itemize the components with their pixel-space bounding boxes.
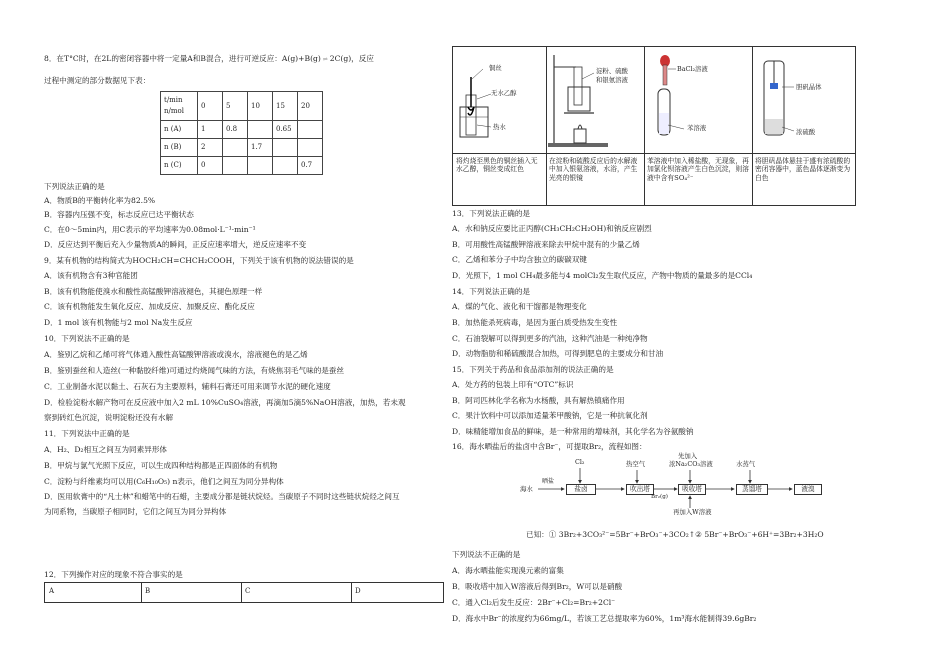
q9-option-a: A．该有机物含有3种官能团 [44, 271, 138, 280]
apparatus-a-drawing [453, 47, 546, 153]
q16-option-d: D．海水中Br⁻的浓度约为66mg/L，若该工艺总提取率为60%，1m³海水能制得39.6gBr₂ [452, 614, 757, 623]
q15-option-b: B．阿司匹林化学名称为水杨酸，具有解热镇痛作用 [452, 396, 625, 405]
label-cu-wire: 铜丝 [489, 64, 502, 72]
apparatus-c-drawing [644, 47, 752, 153]
q14-option-d: D．动物脂肪和稀硫酸混合加热，可得到肥皂的主要成分和甘油 [452, 349, 664, 358]
apparatus-b-drawing [546, 47, 644, 153]
flow-distill-box: 蒸馏塔 [736, 484, 768, 495]
flow-then-add: 再加入W溶液 [673, 508, 712, 516]
value-cell [273, 139, 298, 157]
q13-option-b: B．可用酸性高锰酸钾溶液来除去甲烷中混有的少量乙烯 [452, 240, 640, 249]
flow-first-add: 先加入 [678, 452, 698, 460]
q11-title: 11．下列说法中正确的是 [44, 429, 130, 438]
flow-evap: 晒盐 [542, 478, 555, 485]
q10-option-d-cont: 察到砖红色沉淀，说明淀粉还没有水解 [44, 413, 174, 422]
q15-option-d: D．味精能增加食品的鲜味，是一种常用的增味剂，其化学名为谷氨酸钠 [452, 427, 694, 436]
label-starch: 淀粉、硫酸 [596, 67, 628, 75]
q12-title: 12．下列操作对应的现象不符合事实的是 [44, 570, 183, 579]
q9-title: 9．某有机物的结构简式为HOCH₂CH=CHCH₂COOH，下列关于该有机物的说法错误的是 [44, 256, 354, 265]
value-cell: 0 [198, 157, 223, 175]
q8-data-table [160, 91, 323, 175]
q8-line: 下列说法正确的是 [44, 182, 105, 191]
q15-option-a: A．处方药的包装上印有“OTC”标识 [452, 380, 574, 389]
value-cell: 1 [198, 121, 223, 139]
label-benzene: 苯溶液 [687, 124, 707, 132]
value-cell: 0.7 [298, 157, 323, 175]
label-conc-h2so4: 浓硫酸 [796, 128, 816, 136]
q12-experiment-table [452, 46, 856, 206]
q8-option-a: A．物质B的平衡转化率为82.5% [44, 196, 156, 205]
time-cell: 15 [273, 92, 298, 121]
time-cell: 0 [198, 92, 223, 121]
q13-option-c: C．乙烯和苯分子中均含独立的碳碳双键 [452, 255, 587, 264]
flow-absorb-box: 吸收塔 [678, 484, 706, 495]
q11-option-d: D．医用软膏中的“凡士林”和蜡笔中的石蜡，主要成分都是链状烷烃。当碳原子不同时这些链状烷烃之间互 [44, 492, 400, 501]
flow-cl2: Cl₂ [575, 458, 585, 466]
q13-option-a: A．水和钠反应要比正丙醇(CH₃CH₂CH₂OH)和钠反应剧烈 [452, 224, 652, 233]
q8-subtitle: 过程中测定的部分数据见下表： [44, 76, 151, 85]
caption-d: 将胆矾晶体悬挂于盛有浓硫酸的密闭容器中，蓝色晶体逐渐变为白色 [755, 157, 851, 182]
q8-title: 8．在T°C时，在2L的密闭容器中将一定量A和B混合，进行可逆反应：A(g)+B(g) ⇌ 2C(g)，反应 [44, 54, 374, 63]
label-silver-ammonia: 和银氨溶液 [596, 76, 628, 84]
q10-option-a: A．鉴别乙烷和乙烯可将气体通入酸性高锰酸钾溶液或溴水，溶液褪色的是乙烯 [44, 350, 308, 359]
option-a-cell: A [49, 587, 55, 595]
bromine-flow-chart [520, 452, 840, 526]
value-cell [298, 121, 323, 139]
flow-liquid-br-box: 液溴 [794, 484, 822, 495]
value-cell: 1.7 [248, 139, 273, 157]
flow-blowout-box: 吹出塔 [626, 484, 654, 495]
q13-title: 13．下列说法正确的是 [452, 209, 531, 218]
flow-hot-air: 热空气 [626, 460, 646, 468]
time-cell: 5 [223, 92, 248, 121]
value-cell [273, 157, 298, 175]
caption-b: 在淀粉和硫酸反应后的水解液中加入银氨溶液，水浴，产生光亮的银镜 [549, 157, 638, 182]
q16-option-b: B．吸收塔中加入W溶液后得到Br₂，W可以是硝酸 [452, 582, 623, 591]
value-cell [223, 139, 248, 157]
flow-br2: Br₂(g) [651, 494, 668, 500]
label-bacl2: BaCl₂溶液 [677, 65, 708, 73]
flow-brine-box: 盐卤 [566, 484, 596, 495]
q15-title: 15．下列关于药品和食品添加剂的说法正确的是 [452, 365, 614, 374]
apparatus-d-drawing [752, 47, 855, 153]
q10-option-d: D．检验淀粉水解产物可在反应液中加入2 mL 10%CuSO₄溶液，再滴加5滴5%NaOH溶液，加热，若未观 [44, 398, 406, 407]
option-d-cell: D [355, 587, 361, 595]
value-cell: 0.8 [223, 121, 248, 139]
row-label: n (A) [161, 121, 198, 139]
q14-option-c: C．石油裂解可以得到更多的汽油，这种汽油是一种纯净物 [452, 334, 648, 343]
q11-option-a: A．H₂、D₂相互之间互为同素异形体 [44, 445, 168, 454]
q11-option-d-cont: 为同系物，当碳原子相同时，它们之间互为同分异构体 [44, 507, 227, 516]
value-cell: 2 [198, 139, 223, 157]
table-header-cell: t/min n/mol [161, 92, 198, 121]
time-cell: 10 [248, 92, 273, 121]
q8-option-d: D．反应达到平衡后充入少量物质A的瞬间，正反应速率增大，逆反应速率不变 [44, 240, 307, 249]
label-hot-water: 热水 [493, 123, 506, 131]
q16-stem: 下列说法不正确的是 [452, 550, 521, 559]
q16-title: 16．海水晒盐后的盐卤中含Br⁻，可提取Br₂，流程如图： [452, 442, 647, 451]
value-cell [298, 139, 323, 157]
q12-option-table [44, 582, 444, 603]
q14-option-a: A．煤的气化、液化和干馏都是物理变化 [452, 302, 587, 311]
row-label: n (C) [161, 157, 198, 175]
label-ethanol: 无水乙醇 [491, 89, 517, 97]
q16-known-reactions: 已知：① 3Br₂+3CO₃²⁻=5Br⁻+BrO₃⁻+3CO₂↑② 5Br⁻+BrO₃⁻+6H⁺=3Br₂+3H₂O [526, 530, 824, 539]
value-cell [223, 157, 248, 175]
q10-option-b: B．鉴别蚕丝和人造丝(一种黏胶纤维)可通过灼烧闻气味的方法，有烧焦羽毛气味的是蚕丝 [44, 366, 345, 375]
value-cell: 0.65 [273, 121, 298, 139]
q10-title: 10．下列说法不正确的是 [44, 334, 130, 343]
time-cell: 20 [298, 92, 323, 121]
q11-option-c: C．淀粉与纤维素均可以用(C₆H₁₀O₅) n表示，他们之间互为同分异构体 [44, 477, 284, 486]
flow-seawater: 海水 [520, 485, 533, 493]
caption-a: 将灼烧至黑色的铜丝插入无水乙醇，铜丝变成红色 [456, 157, 538, 174]
q11-option-b: B．甲烷与氯气光照下反应，可以生成四种结构都是正四面体的有机物 [44, 461, 278, 470]
q10-option-c: C．工业制备水泥以黏土、石灰石为主要原料，辅料石膏还可用来调节水泥的硬化速度 [44, 382, 331, 391]
flow-steam: 水蒸气 [736, 460, 756, 468]
q16-option-c: C．通入Cl₂后发生反应：2Br⁻+Cl₂=Br₂+2Cl⁻ [452, 598, 616, 607]
reversible-arrow-icon: ⇌ [320, 56, 330, 63]
caption-c: 苯溶液中加入稀盐酸，无现象，再加氯化钡溶液产生白色沉淀，则溶液中含有SO₄²⁻ [647, 157, 749, 182]
value-cell [248, 157, 273, 175]
q14-title: 14．下列说法正确的是 [452, 287, 531, 296]
table-row [161, 157, 323, 175]
table-row [161, 121, 323, 139]
q9-option-d: D．1 mol 该有机物能与2 mol Na发生反应 [44, 318, 193, 327]
q9-option-c: C．该有机物能发生氧化反应、加成反应、加聚反应、酯化反应 [44, 302, 255, 311]
q15-option-c: C．果汁饮料中可以添加适量苯甲酸钠，它是一种抗氧化剂 [452, 411, 648, 420]
table-row [161, 139, 323, 157]
label-cuso4-crystal: 胆矾晶体 [796, 83, 822, 91]
option-b-cell: B [145, 587, 151, 595]
q8-option-b: B．容器内压强不变，标志反应已达平衡状态 [44, 210, 194, 219]
q8-option-c: C．在0～5min内，用C表示的平均速率为0.08mol·L⁻¹·min⁻¹ [44, 225, 256, 234]
q16-option-a: A．海水晒盐能实现溴元素的富集 [452, 566, 564, 575]
flow-na2co3: 浓Na₂CO₃溶液 [669, 460, 713, 468]
row-label: n (B) [161, 139, 198, 157]
q9-option-b: B．该有机物能使溴水和酸性高锰酸钾溶液褪色，其褪色原理一样 [44, 287, 263, 296]
q14-option-b: B．加热能杀死病毒，是因为蛋白质受热发生变性 [452, 318, 618, 327]
value-cell [248, 121, 273, 139]
q13-option-d: D．光照下，1 mol CH₄最多能与4 molCl₂发生取代反应，产物中物质的量最多的是CCl₄ [452, 271, 753, 280]
option-c-cell: C [245, 587, 251, 595]
